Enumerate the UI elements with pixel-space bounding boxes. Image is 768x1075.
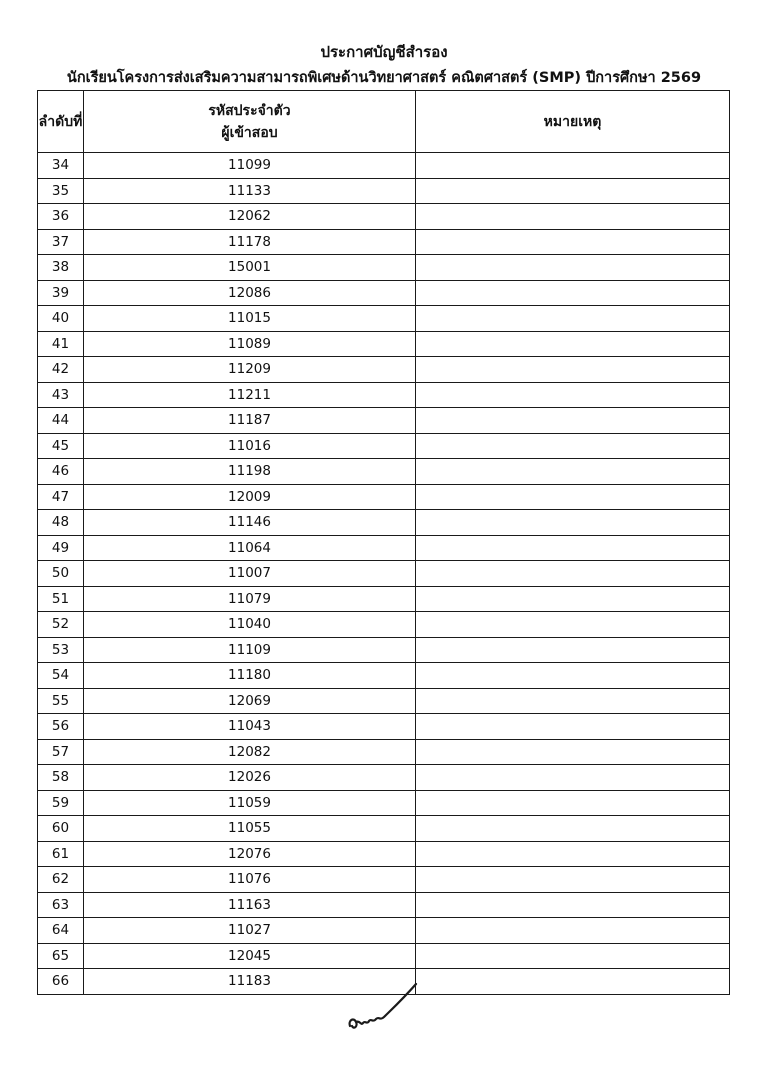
row-remark-cell [416, 612, 730, 638]
row-order-cell: 46 [38, 459, 84, 485]
table-row [38, 841, 730, 867]
row-remark-cell [416, 153, 730, 179]
table-row [38, 714, 730, 740]
table-row [38, 790, 730, 816]
row-code-cell: 12069 [84, 688, 416, 714]
row-code-cell: 15001 [84, 255, 416, 281]
row-order-cell: 38 [38, 255, 84, 281]
row-remark-cell [416, 892, 730, 918]
row-remark-cell [416, 280, 730, 306]
row-remark-cell [416, 510, 730, 536]
row-remark-cell [416, 178, 730, 204]
row-order-cell: 53 [38, 637, 84, 663]
table-row [38, 357, 730, 383]
row-code-cell: 11064 [84, 535, 416, 561]
row-code-cell: 11183 [84, 969, 416, 995]
row-code-cell: 11076 [84, 867, 416, 893]
row-remark-cell [416, 408, 730, 434]
table-row [38, 280, 730, 306]
row-order-cell: 47 [38, 484, 84, 510]
row-code-cell: 11178 [84, 229, 416, 255]
column-header-order: ลำดับที่ [38, 91, 84, 153]
table-row [38, 459, 730, 485]
table-row [38, 892, 730, 918]
row-remark-cell [416, 357, 730, 383]
row-remark-cell [416, 255, 730, 281]
row-order-cell: 52 [38, 612, 84, 638]
table-row [38, 535, 730, 561]
signature-icon [346, 970, 426, 1036]
table-row [38, 306, 730, 332]
row-order-cell: 34 [38, 153, 84, 179]
row-remark-cell [416, 484, 730, 510]
column-header-remark: หมายเหตุ [416, 91, 730, 153]
row-remark-cell [416, 841, 730, 867]
row-remark-cell [416, 816, 730, 842]
row-order-cell: 57 [38, 739, 84, 765]
table-row [38, 739, 730, 765]
table-row [38, 331, 730, 357]
row-order-cell: 42 [38, 357, 84, 383]
row-code-cell: 12086 [84, 280, 416, 306]
row-order-cell: 40 [38, 306, 84, 332]
row-order-cell: 54 [38, 663, 84, 689]
row-remark-cell [416, 688, 730, 714]
table-row [38, 816, 730, 842]
row-code-cell: 11099 [84, 153, 416, 179]
row-code-cell: 12062 [84, 204, 416, 230]
table-row [38, 229, 730, 255]
column-header-code [84, 91, 416, 153]
table-row [38, 612, 730, 638]
row-order-cell: 36 [38, 204, 84, 230]
row-code-cell: 11016 [84, 433, 416, 459]
table-row [38, 586, 730, 612]
reserve-list-table [37, 90, 730, 995]
row-remark-cell [416, 637, 730, 663]
row-remark-cell [416, 765, 730, 791]
row-remark-cell [416, 229, 730, 255]
table-row [38, 382, 730, 408]
row-order-cell: 43 [38, 382, 84, 408]
row-order-cell: 39 [38, 280, 84, 306]
row-remark-cell [416, 586, 730, 612]
table-row [38, 433, 730, 459]
row-remark-cell [416, 382, 730, 408]
row-code-cell: 11146 [84, 510, 416, 536]
table-row [38, 688, 730, 714]
row-order-cell: 66 [38, 969, 84, 995]
table-row [38, 153, 730, 179]
row-remark-cell [416, 433, 730, 459]
table-row [38, 765, 730, 791]
row-code-cell: 11015 [84, 306, 416, 332]
row-remark-cell [416, 714, 730, 740]
table-row [38, 561, 730, 587]
row-order-cell: 62 [38, 867, 84, 893]
row-remark-cell [416, 918, 730, 944]
row-code-cell: 11209 [84, 357, 416, 383]
row-code-cell: 12076 [84, 841, 416, 867]
table-row [38, 255, 730, 281]
row-remark-cell [416, 663, 730, 689]
table-row [38, 663, 730, 689]
row-order-cell: 45 [38, 433, 84, 459]
row-order-cell: 35 [38, 178, 84, 204]
table-row [38, 510, 730, 536]
row-remark-cell [416, 535, 730, 561]
table-row [38, 637, 730, 663]
row-remark-cell [416, 943, 730, 969]
column-header-code-line1: รหัสประจำตัว [208, 102, 291, 119]
row-code-cell: 12082 [84, 739, 416, 765]
row-code-cell: 11211 [84, 382, 416, 408]
row-code-cell: 11040 [84, 612, 416, 638]
row-code-cell: 11180 [84, 663, 416, 689]
row-remark-cell [416, 459, 730, 485]
row-code-cell: 11163 [84, 892, 416, 918]
row-order-cell: 44 [38, 408, 84, 434]
row-order-cell: 65 [38, 943, 84, 969]
row-order-cell: 60 [38, 816, 84, 842]
row-order-cell: 48 [38, 510, 84, 536]
column-header-code-line2: ผู้เข้าสอบ [221, 124, 278, 141]
row-code-cell: 12045 [84, 943, 416, 969]
table-row [38, 484, 730, 510]
row-remark-cell [416, 969, 730, 995]
row-order-cell: 41 [38, 331, 84, 357]
row-code-cell: 11133 [84, 178, 416, 204]
row-remark-cell [416, 306, 730, 332]
table-row [38, 178, 730, 204]
row-remark-cell [416, 790, 730, 816]
table-row [38, 408, 730, 434]
row-code-cell: 12026 [84, 765, 416, 791]
row-remark-cell [416, 739, 730, 765]
row-remark-cell [416, 867, 730, 893]
table-row [38, 918, 730, 944]
row-code-cell: 11027 [84, 918, 416, 944]
row-order-cell: 50 [38, 561, 84, 587]
row-order-cell: 63 [38, 892, 84, 918]
row-code-cell: 11089 [84, 331, 416, 357]
table-row [38, 204, 730, 230]
row-code-cell: 11059 [84, 790, 416, 816]
row-order-cell: 58 [38, 765, 84, 791]
row-code-cell: 11198 [84, 459, 416, 485]
table-row [38, 943, 730, 969]
row-order-cell: 61 [38, 841, 84, 867]
row-order-cell: 49 [38, 535, 84, 561]
row-code-cell: 11007 [84, 561, 416, 587]
row-code-cell: 11187 [84, 408, 416, 434]
document-title: ประกาศบัญชีสำรอง [320, 43, 448, 61]
row-code-cell: 11043 [84, 714, 416, 740]
row-remark-cell [416, 204, 730, 230]
row-remark-cell [416, 331, 730, 357]
row-order-cell: 64 [38, 918, 84, 944]
table-row [38, 867, 730, 893]
table-header-row [38, 91, 730, 153]
table-body [38, 153, 730, 995]
row-code-cell: 11109 [84, 637, 416, 663]
row-code-cell: 11079 [84, 586, 416, 612]
row-code-cell: 11055 [84, 816, 416, 842]
row-order-cell: 55 [38, 688, 84, 714]
row-code-cell: 12009 [84, 484, 416, 510]
row-order-cell: 56 [38, 714, 84, 740]
row-order-cell: 51 [38, 586, 84, 612]
document-subtitle: นักเรียนโครงการส่งเสริมความสามารถพิเศษด้านวิทยาศาสตร์ คณิตศาสตร์ (SMP) ปีการศึกษา 2569 [66, 70, 702, 86]
row-order-cell: 59 [38, 790, 84, 816]
row-order-cell: 37 [38, 229, 84, 255]
row-remark-cell [416, 561, 730, 587]
